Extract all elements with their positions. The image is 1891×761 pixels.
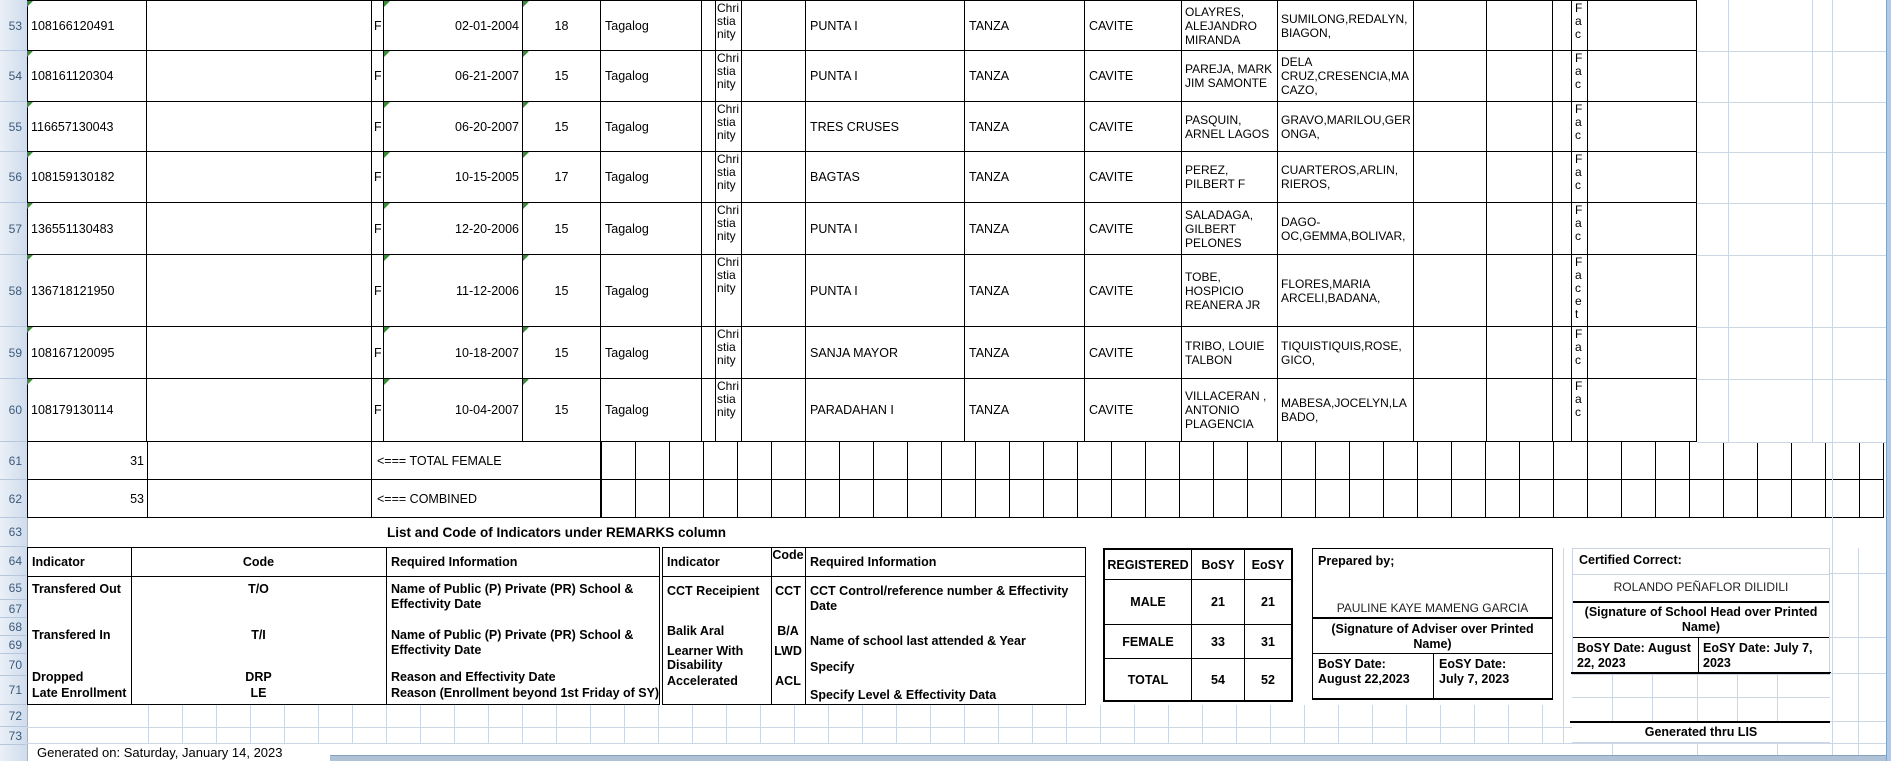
empty-cell[interactable] [1553,379,1572,442]
cell-father-name[interactable]: PAREJA, MARK JIM SAMONTE [1182,51,1278,102]
empty-cell[interactable] [1487,51,1553,102]
empty-cell[interactable] [702,327,716,379]
gridline [1728,0,1729,442]
empty-cell[interactable] [1414,51,1487,102]
cell-father-name[interactable]: OLAYRES, ALEJANDRO MIRANDA [1182,1,1278,51]
cell-combined-value[interactable]: 53 [27,480,148,518]
empty-cell[interactable] [1487,203,1553,255]
row-header[interactable]: 61 [0,442,26,480]
cell-mother-name[interactable]: SUMILONG,REDALYN,BIAGON, [1278,1,1414,51]
gridline [1832,0,1833,761]
cell-lrn[interactable]: 136718121950 [27,255,147,327]
thick-border [1571,672,1831,674]
cell-province[interactable]: CAVITE [1085,1,1182,51]
empty-cell[interactable] [702,102,716,152]
cell-age[interactable]: 15 [523,327,601,379]
cert-eosy-date: EoSY Date: July 7, 2023 [1703,641,1813,670]
total-bosy[interactable]: 54 [1192,659,1245,700]
gridline [1830,673,1886,674]
empty-cell[interactable] [1414,327,1487,379]
table-row [27,327,1697,379]
cell-lrn[interactable]: 108161120304 [27,51,147,102]
gridline [1858,548,1859,761]
empty-cell[interactable] [1414,203,1487,255]
empty-cell[interactable] [1553,255,1572,327]
empty-cell[interactable] [1487,1,1553,51]
table-row [27,255,1697,327]
row-header[interactable]: 63 [0,518,26,547]
cell-father-name[interactable]: PEREZ, PILBERT F [1182,152,1278,203]
indicator-info: Specify [810,660,855,674]
cell-remark[interactable]: Facet [1572,255,1588,327]
cell-mother-tongue[interactable]: Tagalog [601,327,702,379]
cell-municipality[interactable]: TANZA [965,255,1085,327]
empty-cell[interactable] [1414,1,1487,51]
certified-correct-box [1572,548,1830,675]
cell-mother-tongue[interactable]: Tagalog [601,255,702,327]
cell-barangay[interactable]: PUNTA I [806,1,965,51]
cell-father-name[interactable]: TRIBO, LOUIE TALBON [1182,327,1278,379]
empty-cell[interactable] [1414,102,1487,152]
cell-birthdate[interactable]: 06-21-2007 [384,51,523,102]
empty-cells-strip[interactable] [601,442,1884,480]
cell-name[interactable] [147,327,372,379]
cell-sex[interactable]: F [372,379,384,442]
cell-birthdate[interactable]: 10-18-2007 [384,327,523,379]
gridline [1573,574,1829,575]
generated-on-note: Generated on: Saturday, January 14, 2023 [37,745,283,760]
cell-religion[interactable]: Christianity [716,152,742,203]
cell-barangay[interactable]: PUNTA I [806,203,965,255]
adviser-name: PAULINE KAYE MAMENG GARCIA [1336,601,1529,615]
cell-remark[interactable]: Fac [1572,203,1588,255]
cell-remark[interactable]: Fac [1572,51,1588,102]
indicator-table-left [27,547,660,705]
cell-mother-name[interactable]: MABESA,JOCELYN,LABADO, [1278,379,1414,442]
cell-name[interactable] [147,102,372,152]
gridline [1697,203,1886,204]
row-header[interactable]: 70 [0,654,26,676]
gridline [1572,697,1830,698]
cell-birthdate[interactable]: 11-12-2006 [384,255,523,327]
empty-cell[interactable] [1553,327,1572,379]
table-row [27,379,1697,442]
total-female-row [27,442,1884,480]
table-row [27,102,1697,152]
cell-lrn[interactable]: 108166120491 [27,1,147,51]
indicator-info: Reason and Effectivity Date [391,670,556,684]
cell-birthdate[interactable]: 02-01-2004 [384,1,523,51]
empty-cell[interactable] [702,51,716,102]
col-header-code: Code [772,548,804,562]
row-header[interactable]: 59 [0,327,26,379]
cell-name[interactable] [147,203,372,255]
cell-sex[interactable]: F [372,1,384,51]
empty-cell[interactable] [1487,379,1553,442]
empty-cell[interactable] [1553,102,1572,152]
gridline [1697,327,1886,328]
cell-father-name[interactable]: VILLACERAN , ANTONIO PLAGENCIA [1182,379,1278,442]
cell-lrn[interactable]: 136551130483 [27,203,147,255]
cell-province[interactable]: CAVITE [1085,379,1182,442]
cell-barangay[interactable]: PARADAHAN I [806,379,965,442]
cell-barangay[interactable]: BAGTAS [806,152,965,203]
cell-sex[interactable]: F [372,51,384,102]
cell-religion[interactable]: Christianity [716,327,742,379]
row-header[interactable]: 67 [0,600,26,618]
row-header[interactable]: 57 [0,203,26,255]
empty-cell[interactable] [1588,379,1697,442]
cell-birthdate[interactable]: 10-04-2007 [384,379,523,442]
cell-total-female-label[interactable]: <=== TOTAL FEMALE [372,442,601,480]
prepared-by-label: Prepared by; [1318,554,1395,568]
empty-cell[interactable] [702,255,716,327]
school-head-name: ROLANDO PEÑAFLOR DILIDILI [1613,580,1789,594]
col-header-indicator: Indicator [667,555,720,569]
indicator-code: DRP [245,670,272,684]
cell-barangay[interactable]: PUNTA I [806,51,965,102]
indicator-info: CCT Control/reference number & Effectivity Date [810,584,1069,613]
indicator-code: B/A [777,624,799,638]
indicator-code: CCT [775,584,801,598]
cell-name[interactable] [147,379,372,442]
female-bosy[interactable]: 33 [1192,625,1245,659]
gridline [1573,637,1829,638]
cell-name[interactable] [147,255,372,327]
generated-thru-lis: Generated thru LIS [1644,725,1758,739]
cell-lrn[interactable]: 116657130043 [27,102,147,152]
cell-remark[interactable]: Fac [1572,379,1588,442]
cell-mother-name[interactable]: GRAVO,MARILOU,GERONGA, [1278,102,1414,152]
prep-eosy-label: EoSY Date: [1439,657,1507,671]
cell-remark[interactable]: Fac [1572,102,1588,152]
row-header[interactable]: 68 [0,618,26,636]
indicator-info: Name of Public (P) Private (PR) School & Effectivity Date [391,582,634,611]
cell-age[interactable]: 15 [523,51,601,102]
gridline [1697,102,1886,103]
total-label[interactable]: TOTAL [1105,659,1192,700]
cell-father-name[interactable]: PASQUIN, ARNEL LAGOS [1182,102,1278,152]
bottom-object-edge [330,755,1891,761]
cell-mother-tongue[interactable]: Tagalog [601,203,702,255]
school-head-caption: (Signature of School Head over Printed Name) [1584,605,1818,634]
cell-religion[interactable]: Christianity [716,1,742,51]
col-header-code: Code [242,555,275,569]
cell-religion[interactable]: Christianity [716,203,742,255]
gridline [27,743,1886,744]
cell-mother-name[interactable]: DAGO-OC,GEMMA,BOLIVAR, [1278,203,1414,255]
empty-cell[interactable] [742,102,806,152]
empty-cell[interactable] [1588,1,1697,51]
gridline [1698,637,1699,674]
cell-province[interactable]: CAVITE [1085,51,1182,102]
col-header-indicator: Indicator [32,555,85,569]
cell-lrn[interactable]: 108159130182 [27,152,147,203]
gridline [1812,0,1813,442]
prep-eosy-date: July 7, 2023 [1439,672,1510,686]
row-header[interactable]: 58 [0,255,26,327]
cell-age[interactable]: 17 [523,152,601,203]
empty-cells-strip[interactable] [601,480,1884,518]
eosy-header[interactable]: EoSY [1245,550,1291,580]
gridline [1612,675,1613,721]
cell-mother-name[interactable]: CUARTEROS,ARLIN, RIEROS, [1278,152,1414,203]
empty-cell[interactable] [1553,1,1572,51]
cell-municipality[interactable]: TANZA [965,203,1085,255]
indicator-code: ACL [775,674,801,688]
gridline [1830,637,1886,638]
empty-cell[interactable] [1553,51,1572,102]
row-header[interactable]: 69 [0,636,26,654]
gridline [1433,653,1434,699]
cell-father-name[interactable]: TOBE, HOSPICIO REANERA JR [1182,255,1278,327]
cell-birthdate[interactable]: 12-20-2006 [384,203,523,255]
gridline [28,576,660,577]
indicator-info: Name of school last attended & Year [810,634,1026,648]
cell-sex[interactable]: F [372,327,384,379]
empty-cell[interactable] [702,152,716,203]
adviser-caption: (Signature of Adviser over Printed Name) [1331,622,1534,651]
empty-cell[interactable] [702,203,716,255]
cell-name[interactable] [147,1,372,51]
right-pane-edge[interactable] [1886,0,1891,761]
empty-cell[interactable] [702,379,716,442]
cell-lrn[interactable]: 108167120095 [27,327,147,379]
row-header[interactable]: 62 [0,480,26,518]
indicator-label: Transfered In [32,628,111,642]
indicator-code: LE [250,686,267,700]
indicator-label: Transfered Out [32,582,121,596]
empty-cell[interactable] [742,51,806,102]
cell-mother-name[interactable]: DELA CRUZ,CRESENCIA,MACAZO, [1278,51,1414,102]
cell-mother-tongue[interactable]: Tagalog [601,1,702,51]
indicator-label: Dropped [32,670,84,684]
cell-remark[interactable]: Fac [1572,1,1588,51]
row-header[interactable]: 65 [0,576,26,600]
total-combined-row [27,480,1884,518]
gridline [386,548,387,705]
cell-name[interactable] [147,152,372,203]
gridline [1777,742,1778,756]
indicator-code: T/I [251,628,266,642]
registered-header[interactable]: REGISTERED [1105,550,1192,580]
indicator-label: Accelerated [667,674,738,688]
gridline [1697,255,1886,256]
male-eosy[interactable]: 21 [1245,580,1291,625]
indicator-label: Late Enrollment [32,686,127,700]
cell-municipality[interactable]: TANZA [965,379,1085,442]
cell-sex[interactable]: F [372,203,384,255]
cell-religion[interactable]: Christianity [716,379,742,442]
empty-cell[interactable] [1487,255,1553,327]
row-header[interactable]: 64 [0,547,26,576]
indicators-title: List and Code of Indicators under REMARKS column [386,525,727,540]
gridline [1697,51,1886,52]
table-row [27,152,1697,203]
gridline [1612,742,1613,756]
cell-mother-name[interactable]: TIQUISTIQUIS,ROSE, GICO, [1278,327,1414,379]
cell-province[interactable]: CAVITE [1085,203,1182,255]
empty-cell[interactable] [742,203,806,255]
empty-cell[interactable] [1588,51,1697,102]
empty-cell[interactable] [1588,152,1697,203]
empty-cell[interactable] [1553,152,1572,203]
cell-province[interactable]: CAVITE [1085,327,1182,379]
row-header[interactable]: 56 [0,152,26,203]
cell-age[interactable]: 15 [523,203,601,255]
indicator-label: Learner With Disability [667,644,744,672]
indicator-info: Specify Level & Effectivity Data [810,688,997,702]
registered-table [1103,548,1293,702]
male-label[interactable]: MALE [1105,580,1192,625]
empty-cell[interactable] [742,379,806,442]
indicator-code: T/O [248,582,269,596]
prep-bosy-date: August 22,2023 [1318,672,1410,686]
table-row [27,203,1697,255]
female-eosy[interactable]: 31 [1245,625,1291,659]
row-header[interactable]: 71 [0,676,26,705]
cell-lrn[interactable]: 108179130114 [27,379,147,442]
cell-father-name[interactable]: SALADAGA, GILBERT PELONES [1182,203,1278,255]
cell-mother-tongue[interactable]: Tagalog [601,102,702,152]
indicator-info: Reason (Enrollment beyond 1st Friday of SY) [391,686,660,700]
table-row [27,51,1697,102]
cell-municipality[interactable]: TANZA [965,152,1085,203]
cell-age[interactable]: 15 [523,255,601,327]
row-header[interactable]: 55 [0,102,26,152]
male-bosy[interactable]: 21 [1192,580,1245,625]
cell-age[interactable]: 15 [523,102,601,152]
cell-birthdate[interactable]: 06-20-2007 [384,102,523,152]
indicator-label: CCT Receipient [667,584,760,598]
row-header[interactable]: 72 [0,705,26,727]
cell-combined-label[interactable]: <=== COMBINED [372,480,601,518]
prepared-by-box [1312,548,1553,700]
certified-label: Certified Correct: [1579,553,1682,567]
cell-sex[interactable]: F [372,255,384,327]
signature-line [1313,617,1552,619]
cell-province[interactable]: CAVITE [1085,102,1182,152]
gridline [1563,548,1564,743]
empty-cell[interactable] [1553,203,1572,255]
cell-barangay[interactable]: TRES CRUSES [806,102,965,152]
indicator-info: Name of Public (P) Private (PR) School & Effectivity Date [391,628,634,657]
gridline [663,576,1086,577]
gridline [1697,152,1886,153]
gridline [1652,675,1653,721]
empty-cell[interactable] [1588,255,1697,327]
cell-remark[interactable]: Fac [1572,327,1588,379]
col-header-required-info: Required Information [391,555,518,569]
row-header-strip [0,0,28,761]
cell-age[interactable]: 15 [523,379,601,442]
empty-cell[interactable] [1588,327,1697,379]
cell-province[interactable]: CAVITE [1085,152,1182,203]
empty-cell[interactable] [1487,327,1553,379]
row-header[interactable]: 53 [0,1,26,51]
gridline [805,548,806,705]
cell-name[interactable] [147,51,372,102]
table-row [27,1,1697,51]
cell-barangay[interactable]: SANJA MAYOR [806,327,965,379]
row-header[interactable]: 60 [0,379,26,442]
cell-birthdate[interactable]: 10-15-2005 [384,152,523,203]
cell-sex[interactable]: F [372,102,384,152]
cell-barangay[interactable]: PUNTA I [806,255,965,327]
gridline [1777,675,1778,721]
cell-mother-tongue[interactable]: Tagalog [601,152,702,203]
cell-remark[interactable]: Fac [1572,152,1588,203]
gridline [1830,573,1886,574]
gridline [1697,442,1886,443]
total-eosy[interactable]: 52 [1261,672,1275,687]
cell-total-female-value[interactable]: 31 [27,442,148,480]
row-header[interactable]: 73 [0,727,26,745]
cell-mother-tongue[interactable]: Tagalog [601,51,702,102]
gridline [1830,721,1886,722]
empty-cells-grid [148,705,1553,743]
gridline [1697,675,1698,721]
bosy-header[interactable]: BoSY [1192,550,1245,580]
cell-municipality[interactable]: TANZA [965,327,1085,379]
empty-cell[interactable] [702,1,716,51]
row-header[interactable]: 54 [0,51,26,102]
cell-mother-name[interactable]: FLORES,MARIA ARCELI,BADANA, [1278,255,1414,327]
indicator-code: LWD [774,644,802,658]
empty-cell[interactable] [742,152,806,203]
cell-municipality[interactable]: TANZA [965,102,1085,152]
cell-sex[interactable]: F [372,152,384,203]
female-label[interactable]: FEMALE [1105,625,1192,659]
empty-cell[interactable] [148,480,372,518]
empty-cell[interactable] [742,255,806,327]
indicator-label: Balik Aral [667,624,725,638]
cell-province[interactable]: CAVITE [1085,255,1182,327]
cell-religion[interactable]: Christianity [716,51,742,102]
thick-border [1570,721,1830,723]
indicator-table-right [662,547,1086,705]
empty-cell[interactable] [148,442,372,480]
prep-bosy-label: BoSY Date: [1318,657,1386,671]
gridline [27,727,1572,728]
empty-cell[interactable] [1414,379,1487,442]
gridline [1737,675,1738,721]
empty-cell[interactable] [742,327,806,379]
cell-age[interactable]: 18 [523,1,601,51]
cell-municipality[interactable]: TANZA [965,51,1085,102]
cell-religion[interactable]: Christianity [716,255,742,327]
empty-cell[interactable] [1487,102,1553,152]
col-header-required-info: Required Information [810,555,937,569]
gridline [1697,742,1698,756]
cell-religion[interactable]: Christianity [716,102,742,152]
cert-bosy-date: BoSY Date: August 22, 2023 [1577,641,1691,670]
cell-mother-tongue[interactable]: Tagalog [601,379,702,442]
empty-cell[interactable] [1487,152,1553,203]
empty-cell[interactable] [1588,203,1697,255]
empty-cell[interactable] [1414,152,1487,203]
signature-line [1573,601,1829,603]
empty-cell[interactable] [1414,255,1487,327]
empty-cell[interactable] [1588,102,1697,152]
cell-municipality[interactable]: TANZA [965,1,1085,51]
empty-cell[interactable] [742,1,806,51]
gridline [1697,379,1886,380]
